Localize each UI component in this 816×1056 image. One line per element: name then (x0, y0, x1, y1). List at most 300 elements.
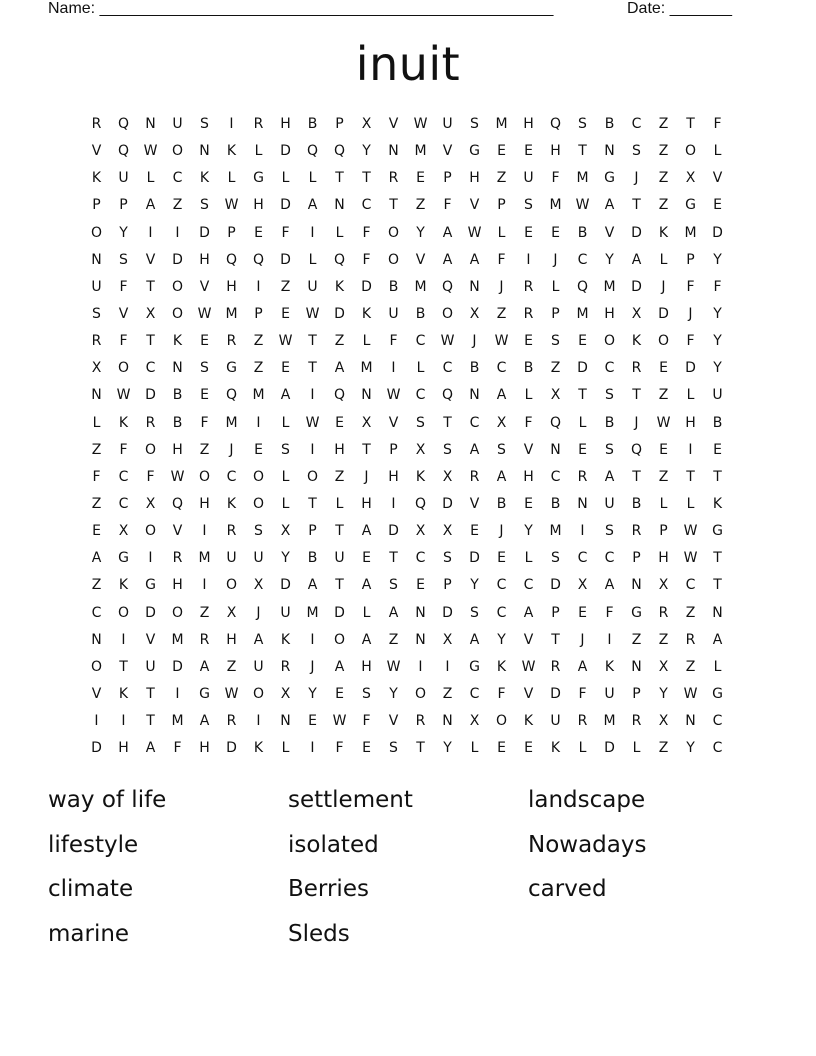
grid-letter: F (119, 333, 128, 350)
grid-letter: D (577, 360, 588, 377)
grid-letter: T (578, 143, 587, 160)
grid-letter: A (199, 658, 210, 675)
grid-letter: R (523, 278, 534, 295)
word-search-grid (83, 111, 731, 762)
grid-letter: Z (496, 305, 507, 322)
grid-letter: C (712, 713, 723, 730)
grid-letter: O (306, 468, 319, 485)
word-list-item: marine (48, 920, 130, 947)
grid-letter: L (659, 495, 668, 512)
grid-row (83, 627, 731, 654)
grid-letter: P (119, 197, 128, 214)
grid-letter: W (386, 658, 401, 675)
grid-letter: V (199, 278, 210, 295)
grid-letter: Q (576, 278, 589, 295)
grid-letter: V (523, 441, 534, 458)
grid-letter: A (469, 441, 480, 458)
grid-letter: C (604, 550, 615, 567)
grid-letter: W (116, 387, 131, 404)
grid-letter: R (550, 658, 561, 675)
grid-letter: A (388, 604, 399, 621)
grid-letter: U (523, 170, 534, 187)
grid-letter: W (440, 333, 455, 350)
grid-letter: Q (549, 116, 562, 132)
grid-letter: A (199, 713, 210, 730)
grid-letter: Y (524, 523, 533, 540)
grid-letter: C (577, 550, 588, 567)
grid-letter: S (551, 550, 560, 567)
grid-letter: A (604, 197, 615, 214)
grid-letter: T (389, 197, 398, 214)
grid-letter: C (496, 577, 507, 594)
grid-letter: P (254, 305, 263, 322)
grid-letter: S (389, 577, 398, 594)
grid-letter: C (577, 251, 588, 268)
grid-letter: X (415, 441, 426, 458)
grid-letter: S (605, 387, 614, 404)
grid-letter: A (604, 577, 615, 594)
grid-letter: P (551, 604, 560, 621)
grid-letter: O (171, 278, 184, 295)
grid-letter: O (171, 604, 184, 621)
grid-letter: J (472, 333, 477, 350)
grid-letter: I (391, 495, 396, 512)
word-list-item: Sleds (288, 920, 350, 947)
grid-letter: U (604, 685, 615, 702)
grid-letter: N (442, 713, 453, 730)
grid-letter: T (308, 333, 317, 350)
grid-letter: R (226, 713, 237, 730)
grid-letter: Q (252, 251, 265, 268)
grid-letter: L (281, 414, 290, 431)
grid-letter: E (659, 441, 668, 458)
grid-letter: R (145, 414, 156, 431)
grid-letter: O (117, 604, 130, 621)
grid-letter: W (683, 523, 698, 540)
grid-letter: L (335, 495, 344, 512)
grid-letter: A (577, 658, 588, 675)
grid-letter: Q (333, 387, 346, 404)
grid-letter: K (118, 577, 129, 594)
grid-letter: P (659, 523, 668, 540)
grid-letter: M (198, 550, 211, 567)
grid-letter: K (523, 713, 534, 730)
grid-letter: D (712, 224, 723, 241)
grid-letter: Z (334, 333, 345, 350)
word-list-item: carved (528, 876, 607, 902)
grid-letter: V (469, 495, 480, 512)
grid-letter: I (148, 550, 153, 567)
grid-letter: A (496, 387, 507, 404)
grid-letter: E (659, 360, 668, 377)
grid-letter: N (604, 143, 615, 160)
grid-letter: Z (199, 441, 210, 458)
grid-letter: U (226, 550, 237, 567)
grid-letter: F (686, 333, 695, 350)
grid-letter: M (171, 631, 184, 648)
grid-letter: T (713, 577, 722, 594)
grid-letter: T (632, 468, 641, 485)
grid-letter: L (92, 414, 101, 431)
grid-letter: E (308, 713, 317, 730)
grid-letter: S (443, 441, 452, 458)
grid-letter: A (280, 387, 291, 404)
grid-letter: T (335, 170, 344, 187)
grid-letter: T (308, 495, 317, 512)
grid-letter: C (415, 550, 426, 567)
grid-letter: E (578, 604, 587, 621)
grid-letter: W (467, 224, 482, 241)
grid-letter: E (335, 414, 344, 431)
grid-letter: P (443, 577, 452, 594)
grid-letter: V (118, 305, 129, 322)
grid-letter: U (280, 604, 291, 621)
grid-letter: U (145, 658, 156, 675)
grid-letter: V (442, 143, 453, 160)
grid-row (83, 138, 731, 165)
grid-letter: B (415, 305, 426, 322)
grid-letter: A (442, 224, 453, 241)
grid-letter: T (551, 631, 560, 648)
grid-letter: J (499, 278, 504, 295)
grid-letter: F (524, 414, 533, 431)
grid-row (83, 464, 731, 491)
grid-letter: V (523, 685, 534, 702)
grid-letter: M (549, 197, 562, 214)
grid-letter: C (523, 577, 534, 594)
grid-letter: G (712, 685, 723, 702)
grid-letter: H (199, 251, 210, 268)
grid-letter: Z (685, 658, 696, 675)
grid-letter: U (550, 713, 561, 730)
grid-letter: X (631, 305, 642, 322)
grid-letter: W (197, 305, 212, 322)
grid-letter: R (685, 631, 696, 648)
grid-letter: M (684, 224, 697, 241)
grid-letter: R (172, 550, 183, 567)
grid-letter: T (713, 468, 722, 485)
grid-letter: S (524, 197, 533, 214)
grid-letter: W (143, 143, 158, 160)
grid-letter: M (603, 713, 616, 730)
grid-letter: N (469, 387, 480, 404)
grid-letter: H (253, 197, 264, 214)
grid-letter: K (550, 740, 561, 757)
grid-letter: E (416, 170, 425, 187)
grid-letter: P (632, 550, 641, 567)
grid-letter: R (577, 713, 588, 730)
grid-letter: X (442, 523, 453, 540)
grid-letter: H (685, 414, 696, 431)
grid-letter: F (92, 468, 101, 485)
grid-letter: Q (414, 495, 427, 512)
grid-letter: D (631, 278, 642, 295)
grid-letter: Q (333, 143, 346, 160)
grid-letter: O (657, 333, 670, 350)
grid-letter: D (334, 305, 345, 322)
grid-row (83, 165, 731, 192)
grid-letter: O (387, 224, 400, 241)
grid-letter: X (361, 116, 372, 132)
grid-row (83, 545, 731, 572)
grid-letter: F (578, 685, 587, 702)
grid-letter: M (603, 278, 616, 295)
grid-letter: T (146, 278, 155, 295)
grid-letter: H (658, 550, 669, 567)
grid-letter: S (470, 116, 479, 132)
grid-letter: T (578, 387, 587, 404)
grid-letter: W (413, 116, 428, 132)
grid-letter: L (686, 387, 695, 404)
grid-letter: E (416, 577, 425, 594)
grid-row (83, 681, 731, 708)
grid-letter: W (683, 685, 698, 702)
grid-letter: P (497, 197, 506, 214)
grid-letter: U (172, 116, 183, 132)
grid-letter: M (549, 523, 562, 540)
grid-letter: K (631, 333, 642, 350)
grid-letter: B (172, 414, 183, 431)
grid-letter: H (226, 278, 237, 295)
grid-letter: K (712, 495, 723, 512)
grid-letter: N (550, 441, 561, 458)
grid-letter: C (604, 360, 615, 377)
grid-letter: S (605, 523, 614, 540)
grid-letter: O (225, 577, 238, 594)
grid-letter: I (202, 523, 207, 540)
grid-letter: U (334, 550, 345, 567)
grid-letter: H (550, 143, 561, 160)
grid-letter: H (523, 116, 534, 132)
grid-letter: D (91, 740, 102, 757)
grid-letter: G (118, 550, 129, 567)
grid-letter: E (470, 523, 479, 540)
grid-letter: L (254, 143, 263, 160)
grid-letter: Y (686, 740, 695, 757)
grid-row (83, 247, 731, 274)
grid-letter: F (389, 333, 398, 350)
grid-letter: R (199, 631, 210, 648)
grid-row (83, 382, 731, 409)
grid-letter: D (280, 251, 291, 268)
grid-letter: R (631, 523, 642, 540)
grid-letter: E (497, 740, 506, 757)
grid-row (83, 654, 731, 681)
grid-letter: R (226, 333, 237, 350)
grid-letter: Y (362, 143, 371, 160)
grid-letter: X (658, 713, 669, 730)
grid-letter: J (634, 170, 639, 187)
grid-letter: H (226, 631, 237, 648)
grid-letter: Z (388, 631, 399, 648)
grid-letter: K (118, 414, 129, 431)
grid-letter: E (713, 197, 722, 214)
grid-letter: Y (713, 333, 722, 350)
grid-letter: A (253, 631, 264, 648)
grid-letter: Z (253, 360, 264, 377)
grid-row (83, 518, 731, 545)
grid-letter: C (442, 360, 453, 377)
grid-letter: D (604, 740, 615, 757)
grid-letter: O (144, 441, 157, 458)
grid-row (83, 437, 731, 464)
grid-letter: F (173, 740, 182, 757)
grid-letter: G (469, 143, 480, 160)
grid-letter: X (685, 170, 696, 187)
grid-letter: F (362, 251, 371, 268)
grid-letter: Z (415, 197, 426, 214)
grid-letter: K (496, 658, 507, 675)
grid-letter: A (604, 468, 615, 485)
grid-letter: B (631, 495, 642, 512)
grid-letter: A (712, 631, 723, 648)
grid-letter: S (578, 116, 587, 132)
grid-letter: A (523, 604, 534, 621)
grid-letter: X (118, 523, 129, 540)
grid-letter: X (280, 523, 291, 540)
name-field-line: Name: ___________________________________________________ (48, 0, 554, 17)
grid-letter: V (172, 523, 183, 540)
grid-letter: T (146, 685, 155, 702)
grid-letter: U (712, 387, 723, 404)
grid-letter: A (361, 523, 372, 540)
grid-letter: D (442, 495, 453, 512)
grid-letter: O (252, 468, 265, 485)
grid-letter: C (496, 604, 507, 621)
grid-letter: D (550, 577, 561, 594)
grid-row (83, 491, 731, 518)
grid-letter: Z (199, 604, 210, 621)
grid-letter: K (604, 658, 615, 675)
grid-letter: M (576, 170, 589, 187)
grid-letter: O (90, 658, 103, 675)
grid-letter: X (577, 577, 588, 594)
grid-letter: U (253, 658, 264, 675)
grid-letter: I (391, 360, 396, 377)
grid-letter: D (361, 278, 372, 295)
grid-letter: I (256, 414, 261, 431)
grid-letter: K (361, 305, 372, 322)
grid-letter: N (91, 631, 102, 648)
grid-letter: F (443, 197, 452, 214)
grid-letter: U (307, 278, 318, 295)
grid-letter: D (388, 523, 399, 540)
grid-letter: J (499, 523, 504, 540)
grid-letter: E (281, 360, 290, 377)
grid-letter: M (576, 305, 589, 322)
grid-letter: I (445, 658, 450, 675)
grid-letter: E (524, 740, 533, 757)
grid-letter: I (580, 523, 585, 540)
grid-letter: L (524, 550, 533, 567)
grid-letter: E (524, 143, 533, 160)
grid-letter: S (497, 441, 506, 458)
grid-row (83, 328, 731, 355)
grid-letter: T (389, 550, 398, 567)
grid-letter: P (335, 116, 344, 132)
grid-letter: W (656, 414, 671, 431)
grid-letter: V (604, 224, 615, 241)
grid-letter: H (469, 170, 480, 187)
grid-letter: I (310, 387, 315, 404)
grid-letter: X (550, 387, 561, 404)
grid-letter: I (202, 577, 207, 594)
grid-row (83, 735, 731, 762)
grid-letter: T (335, 523, 344, 540)
grid-letter: L (578, 414, 587, 431)
grid-letter: A (469, 251, 480, 268)
grid-letter: Z (658, 143, 669, 160)
grid-letter: K (415, 468, 426, 485)
grid-letter: F (497, 251, 506, 268)
grid-row (83, 600, 731, 627)
grid-letter: P (92, 197, 101, 214)
grid-letter: C (145, 360, 156, 377)
grid-letter: H (172, 441, 183, 458)
grid-letter: K (280, 631, 291, 648)
grid-letter: R (91, 116, 102, 132)
grid-letter: X (415, 523, 426, 540)
grid-letter: T (335, 577, 344, 594)
grid-letter: Y (389, 685, 398, 702)
grid-letter: Z (658, 631, 669, 648)
grid-letter: Z (658, 468, 669, 485)
grid-letter: R (631, 360, 642, 377)
grid-letter: I (310, 441, 315, 458)
grid-letter: E (335, 685, 344, 702)
grid-letter: R (658, 604, 669, 621)
grid-letter: B (388, 278, 399, 295)
grid-letter: Q (171, 495, 184, 512)
grid-letter: Z (172, 197, 183, 214)
grid-letter: Q (225, 387, 238, 404)
word-list-item: Berries (288, 876, 369, 902)
grid-letter: A (307, 577, 318, 594)
grid-letter: B (577, 224, 588, 241)
grid-letter: O (603, 333, 616, 350)
grid-letter: R (523, 305, 534, 322)
grid-letter: E (200, 333, 209, 350)
grid-letter: I (256, 278, 261, 295)
grid-letter: C (361, 197, 372, 214)
grid-letter: D (145, 604, 156, 621)
grid-letter: L (146, 170, 155, 187)
grid-letter: R (415, 713, 426, 730)
grid-letter: Q (117, 116, 130, 132)
grid-letter: Z (631, 631, 642, 648)
grid-row (83, 111, 731, 138)
grid-letter: N (145, 116, 156, 132)
grid-letter: Y (605, 251, 614, 268)
date-field-line: Date: _______ (627, 0, 732, 17)
grid-letter: C (631, 116, 642, 132)
word-list-item: way of life (48, 787, 167, 813)
grid-letter: O (90, 224, 103, 241)
grid-letter: D (631, 224, 642, 241)
grid-letter: O (198, 468, 211, 485)
grid-letter: C (118, 495, 129, 512)
grid-letter: Y (497, 631, 506, 648)
grid-letter: Z (658, 116, 669, 132)
grid-letter: A (145, 740, 156, 757)
grid-letter: G (631, 604, 642, 621)
grid-letter: O (144, 523, 157, 540)
grid-letter: Y (470, 577, 479, 594)
grid-letter: E (713, 441, 722, 458)
grid-letter: Q (549, 414, 562, 431)
grid-letter: X (253, 577, 264, 594)
grid-letter: T (713, 550, 722, 567)
